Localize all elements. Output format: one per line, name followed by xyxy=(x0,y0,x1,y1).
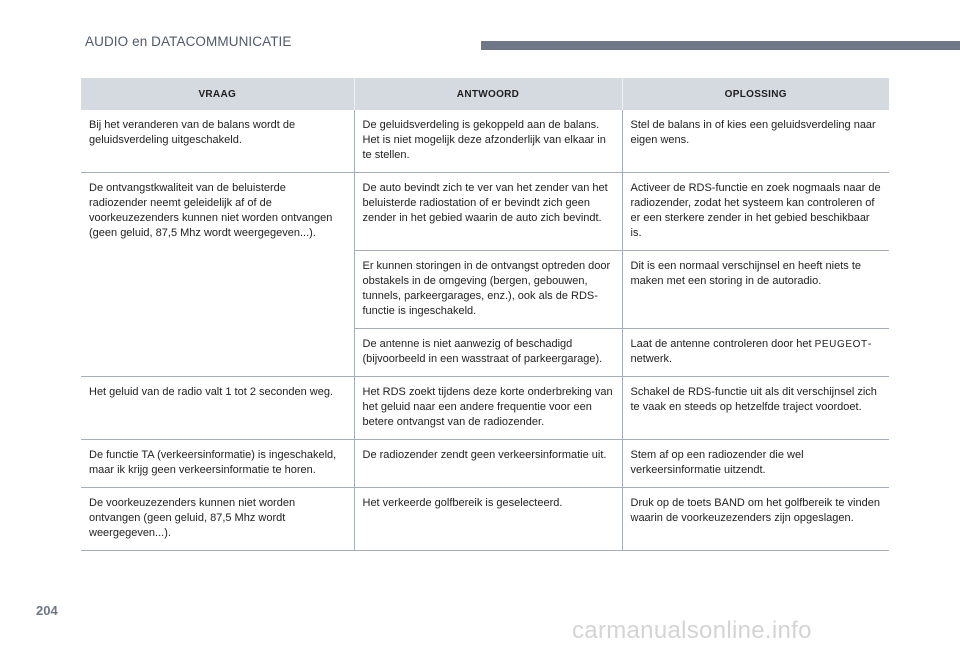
cell-antwoord: De geluidsverdeling is gekoppeld aan de balans. Het is niet mogelijk deze afzonderlijk van elkaar in te stellen. xyxy=(354,110,622,173)
cell-oplossing: Stel de balans in of kies een geluidsverdeling naar eigen wens. xyxy=(622,110,889,173)
table-row xyxy=(81,488,889,551)
cell-vraag: De functie TA (verkeersinformatie) is ingeschakeld, maar ik krijg geen verkeersinformatie te horen. xyxy=(81,440,354,488)
cell-oplossing: Stem af op een radiozender die wel verkeersinformatie uitzendt. xyxy=(622,440,889,488)
column-header-antwoord: ANTWOORD xyxy=(354,78,622,110)
table-header-row xyxy=(81,78,889,110)
page-number: 204 xyxy=(36,603,58,618)
cell-oplossing: Schakel de RDS-functie uit als dit verschijnsel zich te vaak en steeds op hetzelfde traject voordoet. xyxy=(622,377,889,440)
table-row xyxy=(81,173,889,251)
cell-antwoord: De radiozender zendt geen verkeersinformatie uit. xyxy=(354,440,622,488)
cell-vraag: Bij het veranderen van de balans wordt de geluidsverdeling uitgeschakeld. xyxy=(81,110,354,173)
table-row xyxy=(81,110,889,173)
column-header-vraag: VRAAG xyxy=(81,78,354,110)
troubleshooting-table xyxy=(81,78,889,551)
brand-name: PEUGEOT xyxy=(814,339,868,350)
cell-oplossing: Druk op de toets BAND om het golfbereik te vinden waarin de voorkeuzezenders zijn opgeslagen. xyxy=(622,488,889,551)
cell-oplossing xyxy=(622,329,889,377)
watermark: carmanualsonline.info xyxy=(572,617,812,644)
cell-vraag: De ontvangstkwaliteit van de beluisterde radiozender neemt geleidelijk af of de voorkeuzezenders kunnen niet worden ontvangen (geen geluid, 87,5 Mhz wordt weergegeven...). xyxy=(81,173,354,377)
cell-antwoord: Het RDS zoekt tijdens deze korte onderbreking van het geluid naar een andere frequentie voor een betere ontvangst van de radiozender. xyxy=(354,377,622,440)
cell-antwoord: Het verkeerde golfbereik is geselecteerd. xyxy=(354,488,622,551)
section-title: AUDIO en DATACOMMUNICATIE xyxy=(85,34,292,49)
oplossing-text-suffix: -netwerk. xyxy=(630,338,872,365)
table-row xyxy=(81,377,889,440)
cell-vraag: Het geluid van de radio valt 1 tot 2 seconden weg. xyxy=(81,377,354,440)
cell-antwoord: Er kunnen storingen in de ontvangst optreden door obstakels in de omgeving (bergen, gebouwen, tunnels, parkeergarages, enz.), ook als de RDS-functie is ingeschakeld. xyxy=(354,251,622,329)
cell-vraag: De voorkeuzezenders kunnen niet worden ontvangen (geen geluid, 87,5 Mhz wordt weergegeven...). xyxy=(81,488,354,551)
column-header-oplossing: OPLOSSING xyxy=(622,78,889,110)
cell-antwoord: De auto bevindt zich te ver van het zender van het beluisterde radiostation of er bevindt zich geen zender in het gebied waarin de auto zich bevindt. xyxy=(354,173,622,251)
header-bar xyxy=(481,41,960,50)
cell-oplossing: Dit is een normaal verschijnsel en heeft niets te maken met een storing in de autoradio. xyxy=(622,251,889,329)
table-row xyxy=(81,440,889,488)
oplossing-text-prefix: Laat de antenne controleren door het xyxy=(630,338,815,350)
cell-antwoord: De antenne is niet aanwezig of beschadigd (bijvoorbeeld in een wasstraat of parkeergarage). xyxy=(354,329,622,377)
cell-oplossing: Activeer de RDS-functie en zoek nogmaals naar de radiozender, zodat het systeem kan controleren of er een sterkere zender in het gebied beschikbaar is. xyxy=(622,173,889,251)
